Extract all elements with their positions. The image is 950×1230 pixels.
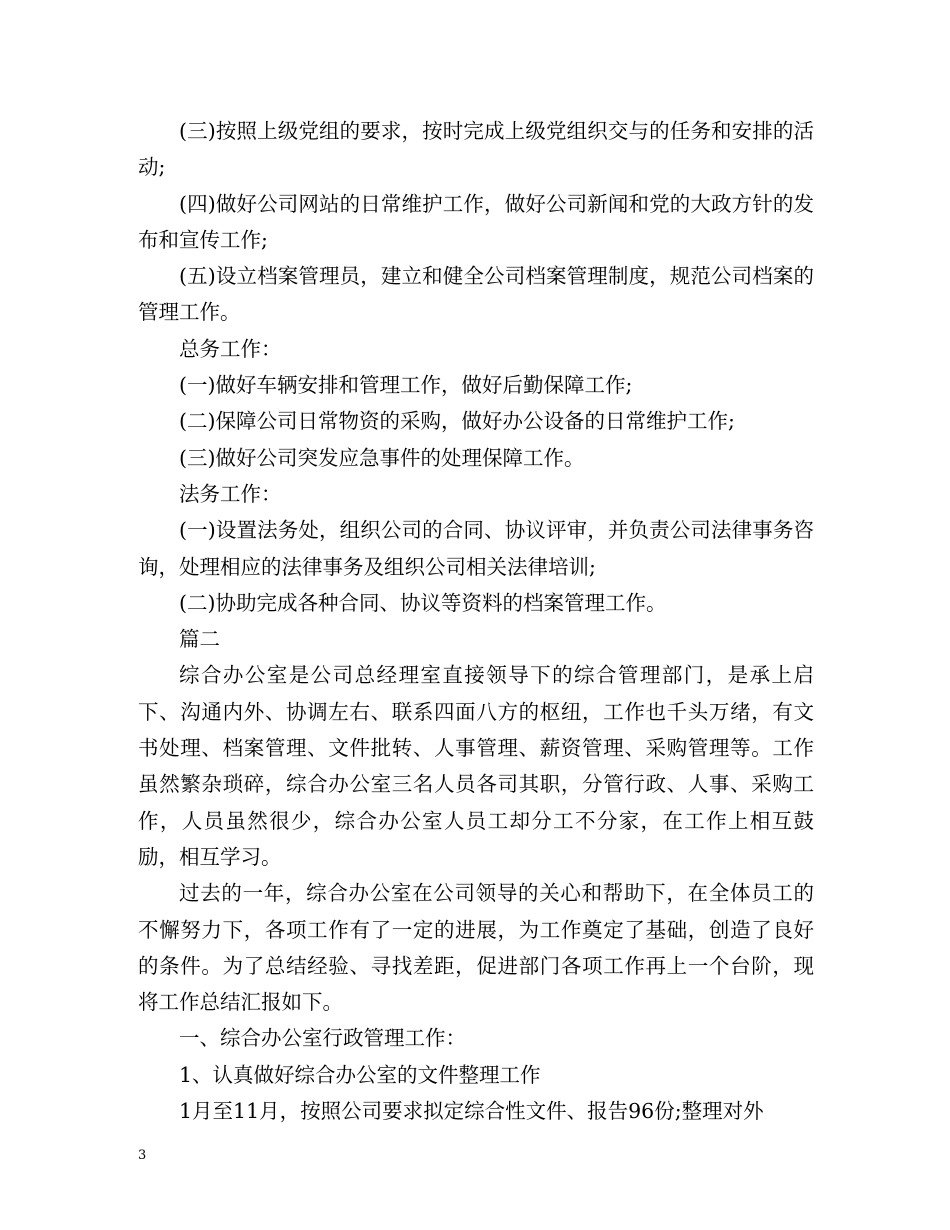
section-heading-legal-affairs: 法务工作：: [179, 481, 282, 506]
subsection-heading-files: 1、认真做好综合办公室的文件整理工作: [179, 1062, 541, 1087]
document-body: [138, 113, 814, 1129]
paragraph-files-detail: 1月至11月，按照公司要求拟定综合性文件、报告96份;整理对外: [179, 1099, 764, 1124]
part-heading: 篇二: [179, 627, 220, 652]
paragraph-general-2: (二)保障公司日常物资的采购，做好办公设备的日常维护工作;: [179, 409, 735, 434]
paragraph-item-5: (五)设立档案管理员，建立和健全公司档案管理制度，规范公司档案的管理工作。: [138, 264, 814, 325]
page-number: 3: [138, 1148, 147, 1163]
paragraph-general-3: (三)做好公司突发应急事件的处理保障工作。: [179, 445, 585, 470]
paragraph-general-1: (一)做好车辆安排和管理工作，做好后勤保障工作;: [179, 373, 633, 398]
section-heading-admin: 一、综合办公室行政管理工作：: [179, 1026, 466, 1051]
paragraph-year-review: 过去的一年，综合办公室在公司领导的关心和帮助下，在全体员工的不懈努力下，各项工作有了一定的进展，为工作奠定了基础，创造了良好的条件。为了总结经验、寻找差距，促进部门各项工作再上一个台阶，现将工作总结汇报如下。: [138, 881, 814, 1015]
paragraph-legal-2: (二)协助完成各种合同、协议等资料的档案管理工作。: [179, 590, 667, 615]
section-heading-general-affairs: 总务工作：: [179, 336, 282, 361]
paragraph-item-3: (三)按照上级党组的要求，按时完成上级党组织交与的任务和安排的活动;: [138, 119, 814, 180]
paragraph-legal-1: (一)设置法务处，组织公司的合同、协议评审，并负责公司法律事务咨询，处理相应的法律事务及组织公司相关法律培训;: [138, 518, 814, 579]
paragraph-office-intro: 综合办公室是公司总经理室直接领导下的综合管理部门，是承上启下、沟通内外、协调左右、联系四面八方的枢纽，工作也千头万绪，有文书处理、档案管理、文件批转、人事管理、薪资管理、采购管理等。工作虽然繁杂琐碎，综合办公室三名人员各司其职，分管行政、人事、采购工作，人员虽然很少，综合办公室人员工却分工不分家，在工作上相互鼓励，相互学习。: [138, 663, 814, 869]
paragraph-item-4: (四)做好公司网站的日常维护工作，做好公司新闻和党的大政方针的发布和宣传工作;: [138, 191, 814, 252]
